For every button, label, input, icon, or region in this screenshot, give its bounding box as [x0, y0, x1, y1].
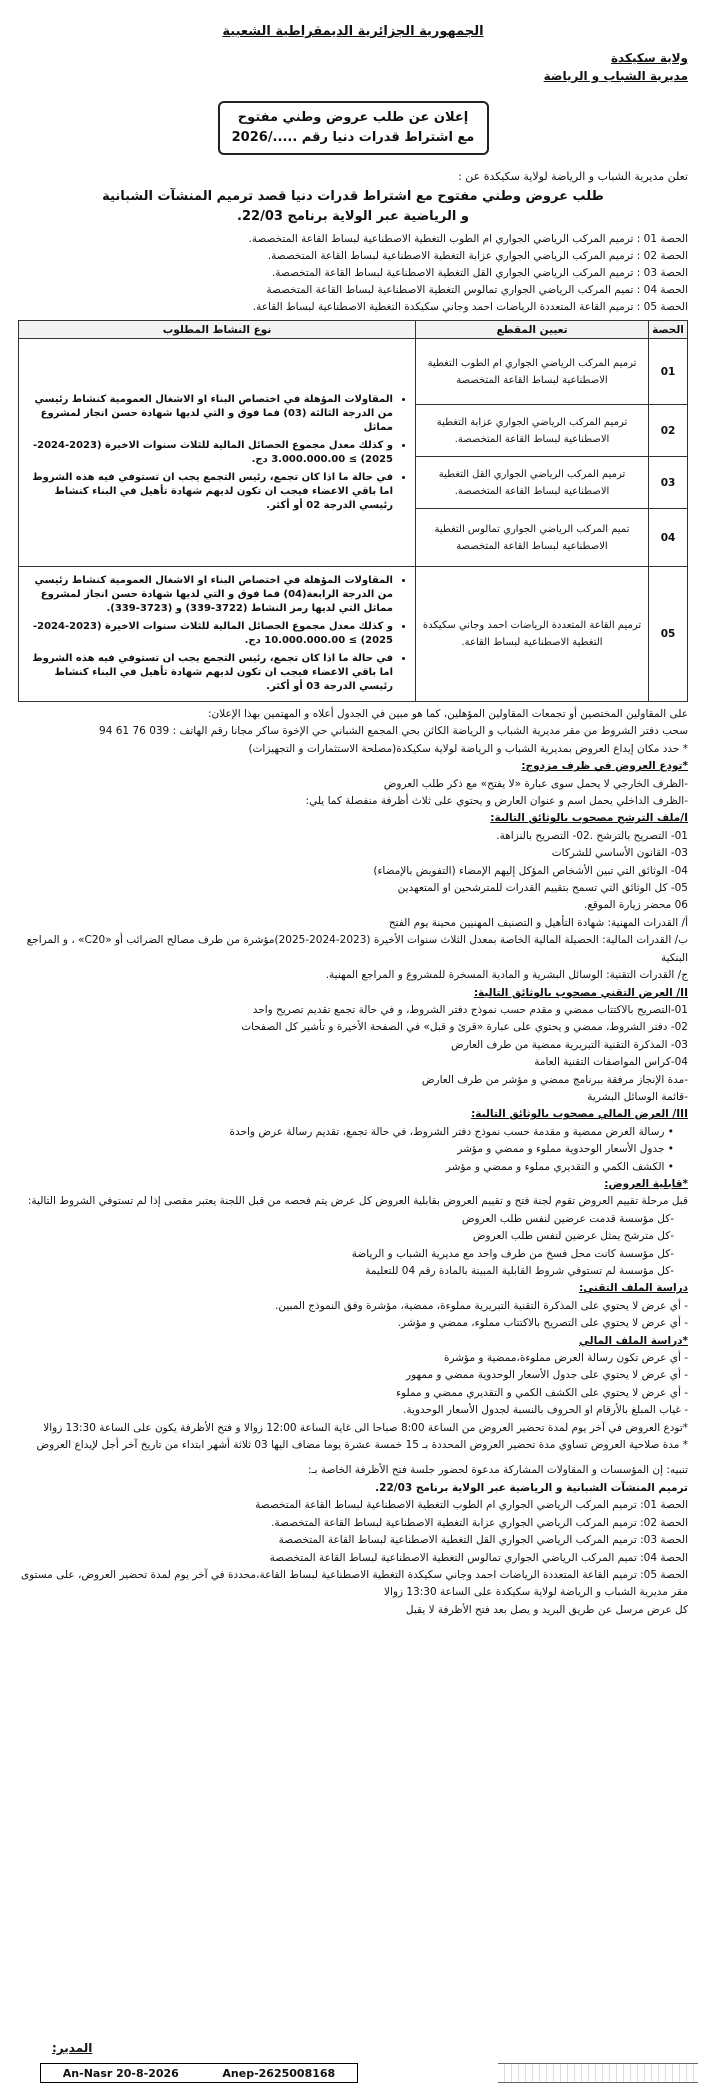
newspaper-ref: An-Nasr 20-8-2026 [62, 2066, 179, 2080]
row-designation: تميم المركب الرياضي الجواري تمالوس التغطية الاصطناعية لبساط القاعة المتخصصة [416, 509, 649, 567]
title-line-1: إعلان عن طلب عروض وطني مفتوح [237, 110, 469, 125]
table-header-row [19, 321, 688, 339]
header-designation: تعيين المقطع [416, 321, 649, 339]
body-line: الحصة 01: ترميم المركب الرياضي الجواري ام الطوب التغطية الاصطناعية لبساط القاعة المتخصصة [255, 1499, 688, 1512]
lot-item: الحصة 04 : تميم المركب الرياضي الجواري تمالوس التغطية الاصطناعية لبساط القاعة المتخصصة [266, 284, 688, 296]
body-line: أ/ القدرات المهنية: شهادة التأهيل و التصنيف المهنيين محينة يوم الفتح [388, 916, 688, 929]
row-number: 01 [649, 339, 688, 405]
notice-title: ترميم المنشآت الشبانية و الرياضية عبر الولاية برنامج 22/03. [375, 1481, 688, 1494]
lot-item: الحصة 03 : ترميم المركب الرياضي الجواري القل التغطية الاصطناعية لبساط القاعة المتخصصة. [271, 267, 688, 279]
body-line: قبل مرحلة تقييم العروض تقوم لجنة فتح و تقييم العروض بقابلية العروض كل عرض يتم فحصه من قبل اللجنة يعتبر مقصى إذا لم تستوفي الشروط التالية: [27, 1195, 688, 1208]
body-heading: II/ العرض التقني مصحوب بالوثائق التالية: [473, 986, 688, 999]
intro-text: تعلن مديرية الشباب و الرياضة لولاية سكيكدة عن : [458, 170, 688, 183]
body-heading: *تودع العروض في ظرف مزدوج: [521, 760, 688, 773]
row-designation: ترميم المركب الرياضي الجواري ام الطوب التغطية الاصطناعية لبساط القاعة المتخصصة [416, 339, 649, 405]
body-line: على المقاولين المختصين أو تجمعات المقاولين المؤهلين، كما هو مبين في الجدول أعلاه و المهتمين بهذا الإعلان: [207, 708, 688, 720]
row-designation: ترميم القاعة المتعددة الرياضات احمد وجاني سكيكدة التغطية الاصطناعية لبساط القاعة. [416, 567, 649, 702]
wilaya-name: ولاية سكيكدة [610, 51, 688, 65]
notice-line: تنبيه: إن المؤسسات و المقاولات المشاركة مدعوة لحضور جلسة فتح الأظرفة الخاصة بـ: [307, 1464, 688, 1477]
body-line: - أي عرض لا يحتوي على جدول الأسعار الوحدوية ممضي و ممهور [406, 1369, 688, 1382]
body-line: *تودع العروض في آخر يوم لمدة تحضير العروض من الساعة 8:00 صباحا الى غاية الساعة 12:00 زوالا و فتح الأظرفة يكون على الساعة 13:30 زوالا [43, 1421, 688, 1434]
body-line: - أي عرض لا يحتوي على المذكرة التقنية التبريرية مملوءة، ممضية، مؤشرة وفق النموذج المبين. [275, 1299, 688, 1312]
body-line: 02- دفتر الشروط، ممضي و يحتوي على عبارة «قرئ و قبل» في الصفحة الأخيرة و تأشير كل الصفحات [241, 1021, 688, 1034]
table-row [19, 339, 688, 405]
body-line: -كل مؤسسة لم تستوفي شروط القابلية المبينة بالمادة رقم 04 للتعليمة [365, 1265, 674, 1277]
body-line: - غياب المبلغ بالأرقام او الحروف بالنسبة لجدول الأسعار الوحدوية. [403, 1404, 688, 1417]
body-line: - أي عرض تكون رسالة العرض مملوءة،ممضية و مؤشرة [443, 1352, 688, 1365]
print-strip [498, 2063, 698, 2083]
body-line: * مدة صلاحية العروض تساوي مدة تحضير العروض المحددة بـ 15 خمسة عشرة يوما مضاف اليها 03 ثلاثة أشهر ابتداء من تاريخ آخر أجل لإيداع العروض [36, 1439, 688, 1452]
activity-item: • و كذلك معدل مجموع الحصائل المالية للثلاث سنوات الاخيرة (2023-2024-2025) ≥ 3.000.000.00 دج. [27, 439, 393, 467]
body-line: سحب دفتر الشروط من مقر مديرية الشباب و الرياضة الكائن بحي المجمع الشباني حي الإخوة ساكر مجانا رقم الهاتف : 039 76 61 94 [99, 725, 688, 738]
header-lot: الحصة [649, 321, 688, 339]
body-line: 03- المذكرة التقنية التبريرية ممضية من طرف العارض [451, 1038, 688, 1051]
directorate-name: مديرية الشباب و الرياضة [543, 69, 688, 83]
body-line: - أي عرض لا يحتوي على التصريح بالاكتتاب مملوء، ممضي و مؤشر. [397, 1317, 688, 1330]
row-number: 05 [649, 567, 688, 702]
lots-list [18, 231, 688, 316]
table-row [19, 567, 688, 702]
body-line: 03- القانون الأساسي للشركات [551, 847, 688, 860]
lot-item: الحصة 01 : ترميم المركب الرياضي الجواري ام الطوب التغطية الاصطناعية لبساط القاعة المتخصصة. [248, 233, 688, 245]
org-block [18, 49, 688, 85]
body-line: 05- كل الوثائق التي تسمح بتقييم القدرات للمترشحين او المتعهدين [397, 882, 688, 895]
subject [18, 187, 688, 227]
body-line: • جدول الأسعار الوحدوية مملوء و ممضي و مؤشر [457, 1143, 674, 1156]
anep-ref: Anep-2625008168 [222, 2066, 336, 2080]
body-line: -الظرف الداخلي يحمل اسم و عنوان العارض و يحتوي على ثلاث أظرفة منفصلة كما يلي: [305, 795, 688, 808]
body-line: -كل مترشح يمثل عرضين لنفس طلب العروض [472, 1230, 674, 1243]
body-line: ج/ القدرات التقنية: الوسائل البشرية و المادية المسخرة للمشروع و المراجع المهنية. [325, 969, 688, 982]
lot-item: الحصة 05 : ترميم القاعة المتعددة الرياضات احمد وجاني سكيكدة التغطية الاصطناعية لبساط القاعة. [252, 301, 688, 313]
body-line: • رسالة العرض ممضية و مقدمة حسب نموذج دفتر الشروط، في حالة تجمع، تقديم رسالة عرض واحدة [229, 1125, 674, 1138]
body-line: -كل مؤسسة قدمت عرضين لنفس طلب العروض [461, 1212, 674, 1225]
row-number: 03 [649, 457, 688, 509]
body-line: الحصة 04: تميم المركب الرياضي الجواري تمالوس التغطية الاصطناعية لبساط القاعة المتخصصة [269, 1551, 688, 1564]
subject-line-2: و الرياضية عبر الولاية برنامج 22/03. [237, 209, 469, 224]
row-designation: ترميم المركب الرياضي الجواري القل التغطية الاصطناعية لبساط القاعة المتخصصة. [416, 457, 649, 509]
republic-header: الجمهورية الجزائرية الديمقراطية الشعبية [222, 24, 484, 39]
lot-item: الحصة 02 : ترميم المركب الرياضي الجواري عزابة التغطية الاصطناعية لبساط القاعة المتخصصة. [267, 250, 688, 262]
body-line: 06 محضر زيارة الموقع. [583, 899, 688, 912]
activity-group-1 [19, 339, 416, 567]
body-line: -قائمة الوسائل البشرية [587, 1090, 688, 1103]
body-heading: *دراسة الملف المالي [579, 1334, 688, 1347]
body-line: الحصة 03: ترميم المركب الرياضي الجواري القل التغطية الاصطناعية لبساط القاعة المتخصصة [278, 1534, 688, 1547]
row-number: 02 [649, 405, 688, 457]
body-line: 04-كراس المواصفات التقنية العامة [534, 1056, 688, 1069]
body-line: • الكشف الكمي و التقديري مملوء و ممضي و مؤشر [445, 1160, 674, 1173]
body-heading: دراسة الملف التقني: [579, 1282, 688, 1295]
activity-item: • في حالة ما اذا كان تجمع، رئيس التجمع يجب ان تستوفي فيه هذه الشروط اما باقي الاعضاء فيجب ان تكون لديهم شهادة تأهيل في البناء كنشاط رئيسي الدرجة 02 أو أكثر. [27, 471, 393, 513]
body-heading: I/ملف الترشح مصحوب بالوثائق التالية: [490, 812, 688, 825]
body-line: 04- الوثائق التي تبين الأشخاص المؤكل إليهم الإمضاء (التفويض بالإمضاء) [373, 864, 688, 877]
body-line: -الظرف الخارجي لا يحمل سوى عبارة «لا يفتح» مع ذكر طلب العروض [383, 777, 688, 790]
row-designation: ترميم المركب الرياضي الجواري عزابة التغطية الاصطناعية لبساط القاعة المتخصصة. [416, 405, 649, 457]
publication-footer [40, 2063, 358, 2083]
body-line: - أي عرض لا يحتوي على الكشف الكمي و التقديري ممضي و مملوء [396, 1386, 688, 1399]
body-line: الحصة 02: ترميم المركب الرياضي الجواري عزابة التغطية الاصطناعية لبساط القاعة المتخصصة. [271, 1516, 688, 1529]
body-line: 01- التصريح بالترشح .02- التصريح بالنزاهة. [496, 829, 688, 842]
body-line: * حدد مكان إيداع العروض بمديرية الشباب و الرياضة لولاية سكيكدة(مصلحة الاستثمارات و التجهيزات) [248, 742, 688, 755]
row-number: 04 [649, 509, 688, 567]
body-heading: III/ العرض المالي مصحوب بالوثائق التالية: [471, 1108, 688, 1121]
conditions-body [18, 706, 688, 1619]
activity-item: • المقاولات المؤهلة في اختصاص البناء او الاشغال العمومية كنشاط رئيسي من الدرجة الرابعة(04) فما فوق و التي لديها شهادة حسن انجاز لمشروع مماثل التي لديها رمز النشاط (3722-339) و (3723-339). [27, 574, 393, 616]
activity-item: • المقاولات المؤهلة في اختصاص البناء او الاشغال العمومية كنشاط رئيسي من الدرجة الثالثة (03) فما فوق و التي لديها شهادة حسن انجاز لمشروع مماثل [27, 393, 393, 435]
activity-group-2 [19, 567, 416, 702]
header-activity: نوع النشاط المطلوب [19, 321, 416, 339]
announcement-title-box [218, 101, 489, 155]
body-heading: *قابلية العروض: [604, 1177, 688, 1190]
activity-item: • و كذلك معدل مجموع الحصائل المالية للثلاث سنوات الاخيرة (2023-2024-2025) ≥ 10.000.000.00 دج. [27, 620, 393, 648]
subject-line-1: طلب عروض وطني مفتوح مع اشتراط قدرات دنيا قصد ترميم المنشآت الشبانية [102, 189, 604, 204]
body-line: -كل مؤسسة كانت محل فسخ من طرف واحد مع مديرية الشباب و الرياضة [351, 1247, 674, 1260]
body-line: الحصة 05: ترميم القاعة المتعددة الرياضات احمد وجاني سكيكدة التغطية الاصطناعية لبساط القاعة،محددة في آخر يوم لمدة تحضير العروض، على مستوى مقر مديرية الشباب و الرياضة لولاية سكيكدة على الساعة 13:30 زوالا [20, 1568, 688, 1599]
body-line: 01-التصريح بالاكتتاب ممضي و مقدم حسب نموذج دفتر الشروط، و في حالة تجمع تقديم تصريح واحد [252, 1003, 688, 1016]
body-line: ب/ القدرات المالية: الحصيلة المالية الخاصة بمعدل الثلاث سنوات الأخيرة (2023-2024-2025)مؤشرة من طرف مصالح الضرائب أو «C20» ، و المراجع البنكية [26, 934, 688, 964]
director-signature: المدير: [52, 2041, 93, 2055]
activity-item: • في حالة ما اذا كان تجمع، رئيس التجمع يجب ان تستوفي فيه هذه الشروط اما باقي الاعضاء فيجب ان تكون لديهم شهادة تأهيل في البناء كنشاط رئيسي الدرجة 03 أو أكثر. [27, 652, 393, 694]
lots-table [18, 320, 688, 702]
title-line-2: مع اشتراط قدرات دنيا رقم ...../2026 [231, 130, 475, 145]
body-line: كل عرض مرسل عن طريق البريد و يصل بعد فتح الأظرفة لا يقبل [405, 1603, 688, 1616]
body-line: -مدة الإنجاز مرفقة ببرنامج ممضي و مؤشر من طرف العارض [421, 1073, 688, 1086]
